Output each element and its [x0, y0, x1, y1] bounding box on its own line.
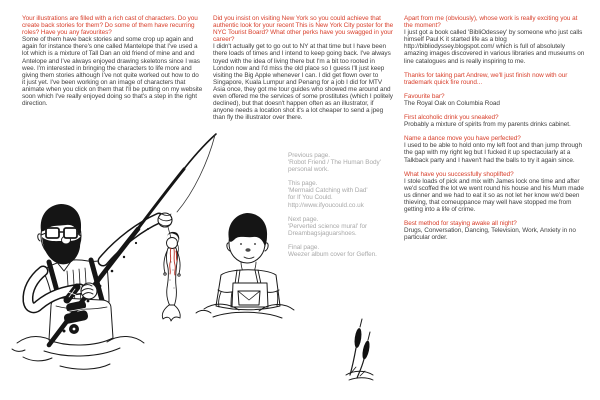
qa-block [404, 220, 587, 241]
caption-line: personal work. [288, 166, 329, 174]
caption-final-page [288, 244, 403, 258]
qa-block [404, 135, 587, 163]
bulrush-reeds [346, 319, 373, 380]
man-raised-hand [158, 213, 172, 227]
interview-question: Name a dance move you have perfected? [404, 135, 521, 143]
interview-column-2 [213, 15, 394, 121]
man-fist-on-rod [81, 283, 97, 299]
caption-line: Weezer album cover for Geffen. [288, 251, 377, 259]
interview-outro [404, 72, 587, 86]
interview-answer: I didn't actually get to go out to NY at that time but I have been there loads of times and I intend to keep going back. I've always toyed with the idea of living there but I'm a bit too rooted in London now and I'd miss the old place so I guess I'll just keep visiting the Big Apple whenever I can. I did get flown over to Singapore, Kuala Lumpur and Penang for a job I did for MTV Asia once, they got me tour guides who showed me around and even offered me the services of some prostitutes (which I politely declined), but that doesn't happen often as an illustrator, if anyone needs a location shot it's a lot cheaper to send a jpeg than fly the illustrator over there. [213, 43, 393, 122]
page-captions [288, 152, 403, 258]
interview-question: Best method for staying awake all night? [404, 220, 517, 228]
qa-block [404, 93, 587, 107]
fishing-line [177, 135, 215, 212]
caption-url: http://www.ifyoucould.co.uk [288, 201, 364, 209]
qa-block [213, 15, 394, 121]
caption-next-page [288, 216, 403, 237]
interview-outro-text: Thanks for taking part Andrew, we'll just finish now with our trademark quick fire round... [404, 71, 568, 86]
interview-answer: Some of them have back stories and some crop up again and again for instance there's one called Mantelope that I've used a lot which is a mixture of Tall Dan an old friend of mine and and Antelope and I've always enjoyed drawing skeletons since I was wee. I'm interested in bringing the characters to life more and giving them stories although I've not quite worked out how to do it just yet. I've been working on an image of characters that animate when you click on them that I'll be putting on my website soon which I've really enjoyed doing so that's a step in the right direction. [22, 36, 203, 108]
qa-block [22, 15, 203, 107]
caption-line: Previous page. [288, 152, 330, 159]
caption-line: Final page. [288, 243, 320, 251]
caption-line: 'Robot Friend / The Human Body' [288, 159, 381, 167]
interview-question: What have you successfully shoplifted? [404, 170, 514, 178]
man-ear [38, 234, 40, 241]
interview-question: Your illustrations are filled with a rich cast of characters. Do you create back stories for them? Do some of them have recurring roles? Have you any favourites? [22, 15, 198, 37]
qa-block [404, 114, 587, 128]
interview-question: Favourite bar? [404, 92, 445, 100]
interview-column-3 [404, 15, 587, 241]
caption-this-page [288, 180, 403, 208]
interview-answer: The Royal Oak on Columbia Road [404, 99, 500, 107]
dungaree-pocket [238, 291, 260, 305]
interview-question: Apart from me (obviously), whose work is really exciting you at the moment? [404, 15, 578, 30]
hooked-mermaid [162, 232, 180, 321]
qa-block [404, 15, 587, 65]
caption-line: 'Perverted science mural' for [288, 222, 368, 230]
boy-figure [196, 213, 294, 318]
interview-question: First alcoholic drink you sneaked? [404, 114, 499, 122]
caption-line: This page. [288, 180, 318, 188]
interview-answer: Drugs, Conversation, Dancing, Television, Work, Anxiety in no particular order. [404, 227, 576, 242]
mermaid-tail-fin [162, 305, 180, 321]
qa-block [404, 171, 587, 214]
interview-answer: Probably a mixture of spirits from my parents drinks cabinet. [404, 121, 571, 129]
interview-question: Did you insist on visiting New York so you could achieve that authentic look for your recent This is New York City poster for the NYC Tourist Board? What other perks have you swagged in your career? [213, 15, 394, 44]
caption-previous-page [288, 152, 403, 173]
caption-line: Dreambagsjaguarshoes. [288, 229, 357, 237]
man-head [38, 204, 81, 264]
interview-column-1 [22, 15, 203, 107]
boy-nose [245, 248, 250, 252]
interview-answer: I stole loads of pick and mix with James lock one time and after we'd scoffed the lot we went round his house and his Mum made us dinner and we had to eat it so as not let her know we'd been thieving, that comeuppance may well have stopped me from getting into a life of crime. [404, 177, 584, 214]
caption-line: for If You Could. [288, 194, 333, 202]
interview-answer: I used to be able to hold onto my left foot and than jump through the gap with my right leg but I fucked it up spectacularly at a Talkback party and I haven't had the balls to try it again since. [404, 142, 582, 164]
interview-answer: I just got a book called 'BibliOdessey' by someone who just calls himself Paul K it started life as a blog http://bibliodyssey.blogspot.com/ which is full of absolutely amazing images discovered in various libraries and museums on line catalogues and is really inspiring to me. [404, 29, 585, 65]
caption-line: 'Mermaid Catching with Dad' [288, 187, 368, 195]
caption-line: Next page. [288, 215, 319, 223]
